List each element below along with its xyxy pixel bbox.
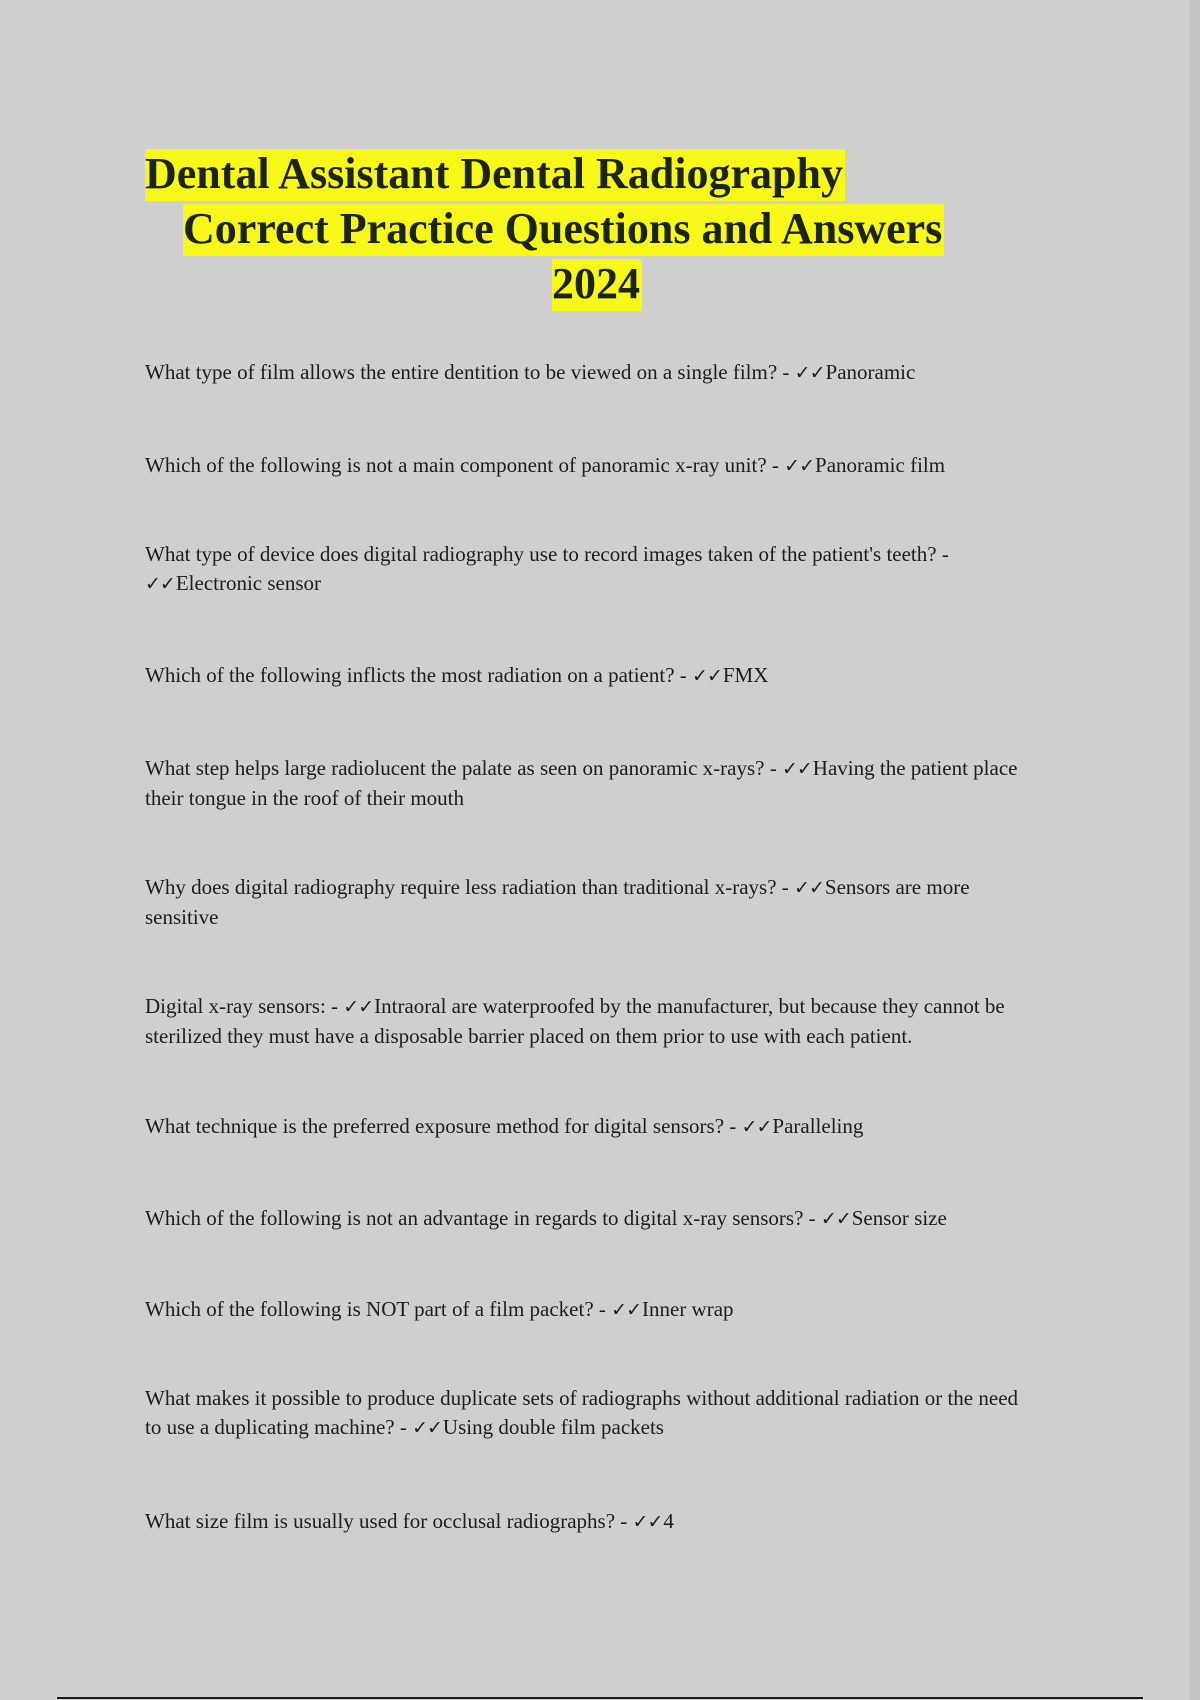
answer-text: Having the patient place their tongue in the roof of their mouth [145, 756, 1018, 810]
check-icon: ✓✓ [692, 665, 722, 687]
check-icon: ✓✓ [781, 758, 812, 780]
question-text: What type of device does digital radiography use to record images taken of the patient's teeth? - [145, 542, 949, 566]
check-icon: ✓✓ [611, 1299, 641, 1321]
answer-text: Paralleling [772, 1114, 864, 1138]
answer-text: Electronic sensor [175, 571, 322, 595]
question-text: Digital x-ray sensors: - [145, 994, 344, 1018]
question-text: What step helps large radiolucent the palate as seen on panoramic x-rays? - [145, 756, 782, 780]
question-text: Which of the following is NOT part of a film packet? - [145, 1297, 612, 1321]
qa-item [145, 1384, 1035, 1443]
title-line-3 [145, 256, 1025, 311]
title-line-3-text: 2024 [552, 259, 642, 311]
qa-item [145, 754, 1035, 813]
question-text: What type of film allows the entire dentition to be viewed on a single film? - [145, 360, 795, 384]
answer-text: Panoramic film [815, 453, 946, 477]
qa-item [145, 1295, 1035, 1325]
qa-item [145, 661, 1035, 691]
qa-item [145, 992, 1045, 1051]
answer-text: Inner wrap [642, 1297, 734, 1321]
answer-text: Sensor size [851, 1206, 947, 1230]
check-icon: ✓✓ [794, 877, 824, 899]
question-text: Which of the following inflicts the most radiation on a patient? - [145, 663, 693, 687]
check-icon: ✓✓ [412, 1417, 442, 1439]
qa-item [145, 1507, 1035, 1537]
qa-item [145, 540, 1035, 599]
qa-item [145, 358, 1035, 388]
qa-item [145, 451, 1035, 481]
question-text: What technique is the preferred exposure method for digital sensors? - [145, 1114, 742, 1138]
check-icon: ✓✓ [145, 573, 175, 595]
check-icon: ✓✓ [784, 455, 815, 477]
document-title [145, 146, 1025, 311]
title-line-2 [145, 201, 1025, 256]
answer-text: FMX [722, 663, 769, 687]
answer-text: Sensors are more sensitive [145, 875, 970, 929]
question-text: What size film is usually used for occlusal radiographs? - [145, 1509, 633, 1533]
question-text: What makes it possible to produce duplicate sets of radiographs without additional radiation or the need to use a duplicating machine? - [145, 1386, 1019, 1439]
footer-divider [57, 1697, 1143, 1699]
answer-text: Panoramic [825, 360, 916, 384]
question-text: Which of the following is not an advantage in regards to digital x-ray sensors? - [145, 1206, 821, 1230]
check-icon: ✓✓ [632, 1511, 663, 1533]
question-text: Which of the following is not a main component of panoramic x-ray unit? - [145, 453, 785, 477]
title-line-1 [145, 146, 1025, 201]
check-icon: ✓✓ [794, 362, 825, 384]
title-line-1-text: Dental Assistant Dental Radiography [145, 149, 845, 201]
qa-item [145, 1112, 1035, 1142]
page-edge-shadow [1190, 0, 1200, 1700]
question-text: Why does digital radiography require less radiation than traditional x-rays? - [145, 875, 795, 899]
check-icon: ✓✓ [741, 1116, 772, 1138]
answer-text: 4 [663, 1509, 674, 1533]
check-icon: ✓✓ [820, 1208, 851, 1230]
qa-item [145, 1204, 1035, 1234]
check-icon: ✓✓ [343, 996, 374, 1018]
answer-text: Intraoral are waterproofed by the manufacturer, but because they cannot be sterilized they must have a disposable barrier placed on them prior to use with each patient. [145, 994, 1005, 1048]
answer-text: Using double film packets [442, 1415, 664, 1439]
qa-item [145, 873, 1035, 932]
title-line-2-text: Correct Practice Questions and Answers [183, 204, 944, 256]
